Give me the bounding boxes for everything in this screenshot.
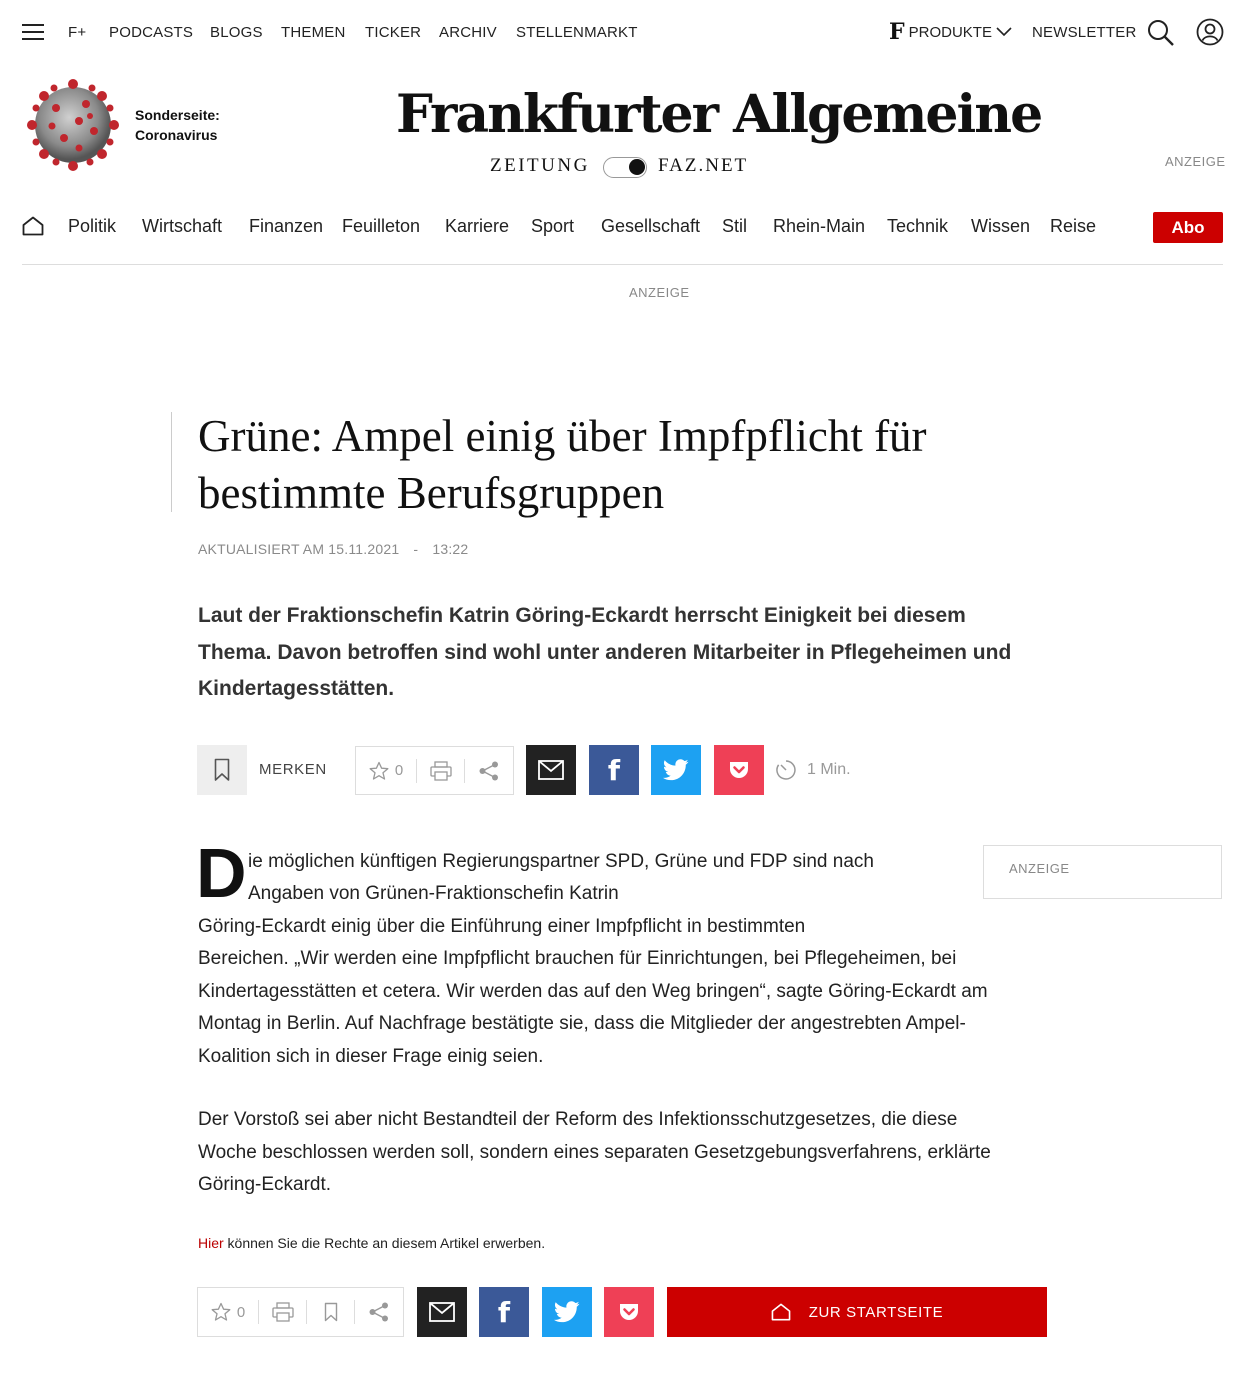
logo-zeitung[interactable]: ZEITUNG — [490, 155, 590, 176]
bottom-bookmark-button[interactable] — [307, 1288, 354, 1336]
topnav-archiv[interactable]: ARCHIV — [439, 24, 497, 41]
nav-stil[interactable]: Stil — [722, 216, 748, 236]
body-line: Göring-Eckardt. — [198, 1174, 332, 1195]
bookmark-icon — [324, 1302, 338, 1322]
twitter-icon — [663, 759, 689, 781]
reading-time-label: 1 Min. — [807, 761, 851, 778]
logo-faznet[interactable]: FAZ.NET — [658, 155, 749, 176]
print-button[interactable] — [417, 747, 464, 794]
bottom-share-button[interactable] — [355, 1288, 403, 1336]
twitter-share-button[interactable] — [651, 745, 701, 795]
special-topic: Coronavirus — [135, 127, 218, 143]
pocket-icon — [618, 1302, 640, 1322]
body-line: Göring-Eckardt einig über die Einführung einer Impfpflicht in bestimmten — [198, 916, 806, 937]
article-time: 13:22 — [432, 541, 469, 557]
article-date: AKTUALISIERT AM 15.11.2021 — [198, 541, 400, 557]
nav-sport[interactable]: Sport — [531, 216, 575, 236]
bottom-print-button[interactable] — [259, 1288, 306, 1336]
special-label: Sonderseite: — [135, 107, 220, 123]
topnav-themen[interactable]: THEMEN — [281, 24, 346, 41]
nav-reise[interactable]: Reise — [1050, 216, 1097, 236]
menu-icon[interactable] — [22, 23, 44, 41]
star-icon — [369, 761, 389, 781]
facebook-icon: f — [497, 1295, 511, 1329]
article-meta — [198, 541, 468, 557]
action-group — [355, 746, 514, 795]
home-icon[interactable] — [22, 216, 44, 236]
meta-separator: - — [413, 541, 419, 557]
rate-button[interactable] — [356, 747, 416, 794]
body-line: Bereichen. „Wir werden eine Impfpflicht brauchen für Einrichtungen, bei Pflegeheimen, bei — [198, 948, 957, 969]
article-teaser: Laut der Fraktionschefin Katrin Göring-Eckardt herrscht Einigkeit bei diesem Thema. Davon betroffen sind wohl unter anderen Mitarbeiter in Pflegeheimen und Kindertagesstätten. — [198, 604, 1012, 700]
print-icon — [272, 1302, 294, 1322]
bottom-rate-button[interactable] — [198, 1288, 258, 1336]
search-icon[interactable] — [1147, 19, 1175, 47]
bottom-action-group — [197, 1287, 404, 1337]
special-page-link[interactable] — [135, 105, 220, 145]
faz-logo[interactable]: Frankfurter Allgemeine — [396, 84, 1042, 145]
user-account-icon[interactable] — [1196, 18, 1224, 46]
clock-icon — [775, 759, 797, 781]
home-page-label: ZUR STARTSEITE — [808, 1303, 944, 1321]
edition-toggle[interactable] — [603, 157, 647, 178]
topnav-fplus[interactable]: F+ — [68, 24, 87, 41]
home-icon — [771, 1303, 791, 1321]
print-icon — [430, 761, 452, 781]
pocket-share-button[interactable] — [714, 745, 764, 795]
topnav-blogs[interactable]: BLOGS — [210, 24, 263, 41]
produkte-menu[interactable] — [889, 20, 1012, 44]
facebook-icon: f — [607, 753, 621, 787]
body-line: Angaben von Grünen-Fraktionschefin Katrin — [248, 883, 619, 904]
nav-divider — [22, 264, 1223, 265]
body-line: Der Vorstoß sei aber nicht Bestandteil der Reform des Infektionsschutzgesetzes, die diese — [198, 1109, 958, 1130]
star-icon — [211, 1302, 231, 1322]
bookmark-icon — [214, 758, 230, 782]
title-rule — [171, 412, 172, 512]
chevron-down-icon — [996, 27, 1012, 37]
bottom-twitter-share-button[interactable] — [542, 1287, 592, 1337]
topnav-stellenmarkt[interactable]: STELLENMARKT — [516, 24, 638, 41]
bottom-email-share-button[interactable] — [417, 1287, 467, 1337]
mail-icon — [429, 1302, 455, 1322]
top-bar — [0, 0, 1248, 66]
nav-finanzen[interactable]: Finanzen — [249, 216, 324, 236]
nav-karriere[interactable]: Karriere — [445, 216, 510, 236]
nav-politik[interactable]: Politik — [68, 216, 117, 236]
nav-wirtschaft[interactable]: Wirtschaft — [142, 216, 223, 236]
rating-count: 0 — [236, 1303, 246, 1321]
bookmark-button[interactable] — [197, 745, 247, 795]
rights-link[interactable]: Hier — [198, 1235, 224, 1251]
topnav-podcasts[interactable]: PODCASTS — [109, 24, 194, 41]
reading-time — [775, 759, 851, 781]
sidebar-ad — [983, 845, 1222, 899]
email-share-button[interactable] — [526, 745, 576, 795]
topnav-ticker[interactable]: TICKER — [365, 24, 422, 41]
share-icon — [368, 1301, 390, 1323]
dropcap: D — [196, 834, 247, 912]
nav-gesellschaft[interactable]: Gesellschaft — [601, 216, 701, 236]
nav-feuilleton[interactable]: Feuilleton — [342, 216, 421, 236]
rights-note — [198, 1235, 545, 1251]
coronavirus-image[interactable] — [24, 76, 122, 174]
body-line: Montag in Berlin. Auf Nachfrage bestätigte sie, dass die Mitglieder der angestrebten Ampel- — [198, 1013, 966, 1034]
home-page-button[interactable] — [667, 1287, 1047, 1337]
facebook-share-button[interactable] — [589, 745, 639, 795]
bottom-facebook-share-button[interactable] — [479, 1287, 529, 1337]
nav-rhein-main[interactable]: Rhein-Main — [773, 216, 866, 236]
article-title: Grüne: Ampel einig über Impfpflicht für bestimmte Berufsgruppen — [198, 411, 927, 518]
produkte-label: PRODUKTE — [908, 23, 992, 41]
pocket-icon — [728, 760, 750, 780]
body-line: Kindertagesstätten et cetera. Wir werden das auf den Weg bringen“, sagte Göring-Eckardt am — [198, 981, 988, 1002]
body-line: ie möglichen künftigen Regierungspartner SPD, Grüne und FDP sind nach — [248, 851, 874, 872]
body-line: Koalition sich in dieser Frage einig seien. — [198, 1046, 544, 1067]
mail-icon — [538, 760, 564, 780]
sidebar-ad-label: ANZEIGE — [1009, 861, 1070, 876]
body-line: Woche beschlossen werden soll, sondern eines separaten Gesetzgebungsverfahrens, erklärte — [198, 1142, 991, 1163]
abo-button[interactable]: Abo — [1153, 212, 1223, 243]
share-button[interactable] — [465, 747, 512, 794]
newsletter-link[interactable]: NEWSLETTER — [1032, 24, 1137, 41]
nav-wissen[interactable]: Wissen — [971, 216, 1031, 236]
merken-label[interactable]: MERKEN — [259, 761, 327, 778]
rights-text: können Sie die Rechte an diesem Artikel erwerben. — [223, 1235, 546, 1251]
rating-count: 0 — [394, 762, 404, 779]
header-ad-label: ANZEIGE — [1165, 154, 1226, 169]
twitter-icon — [554, 1301, 580, 1323]
nav-technik[interactable]: Technik — [887, 216, 949, 236]
faz-f-icon: F — [889, 19, 905, 45]
share-icon — [478, 760, 500, 782]
bottom-pocket-share-button[interactable] — [604, 1287, 654, 1337]
top-ad-label: ANZEIGE — [629, 285, 690, 300]
